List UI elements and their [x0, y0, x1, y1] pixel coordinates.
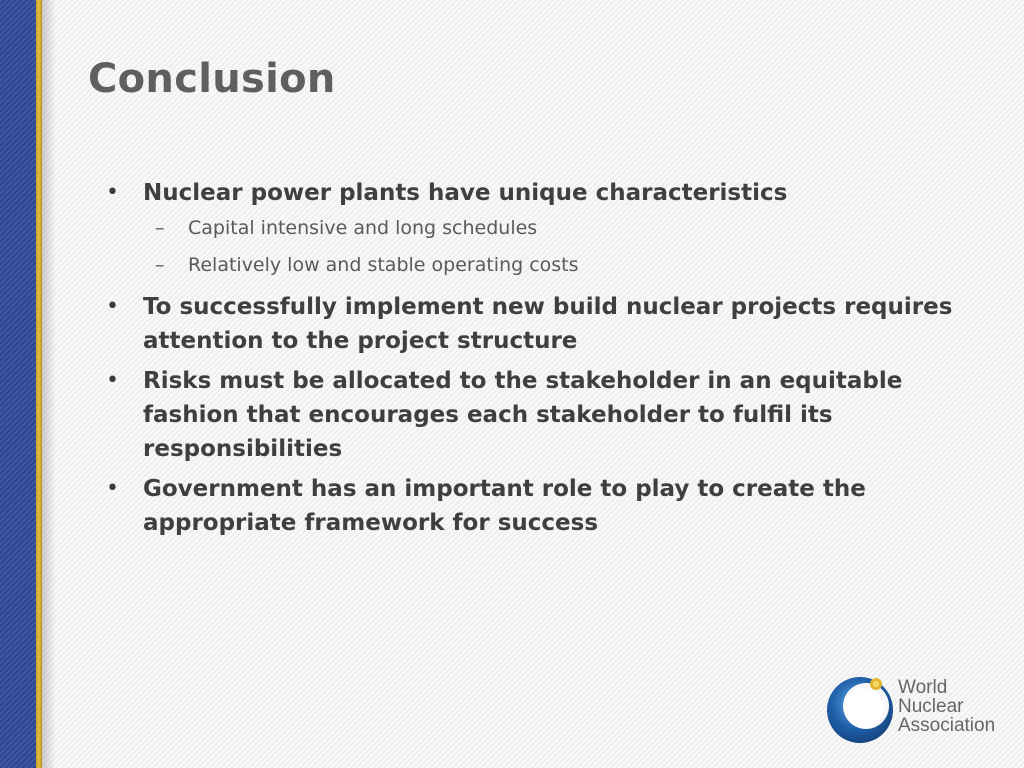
bullet-marker: •	[106, 476, 119, 501]
world-nuclear-association-logo	[824, 670, 1004, 746]
logo-line-nuclear: Nuclear	[898, 696, 964, 717]
sub-bullet-marker: –	[155, 254, 165, 276]
bullet-item	[104, 290, 994, 358]
bullet-text: Government has an important role to play to create the appropriate framework for success	[143, 476, 866, 536]
bullet-marker: •	[106, 294, 119, 319]
stripe-shadow	[42, 0, 56, 768]
sub-bullet-marker: –	[155, 217, 165, 239]
bullet-item	[104, 364, 994, 466]
sub-bullet-item	[143, 247, 994, 284]
bullet-marker: •	[106, 368, 119, 393]
bullet-item	[104, 472, 994, 540]
logo-line-world: World	[898, 677, 948, 698]
sub-bullet-text: Capital intensive and long schedules	[188, 217, 538, 239]
sub-bullet-list	[143, 210, 994, 284]
slide-title: Conclusion	[88, 56, 336, 102]
left-blue-bar	[0, 0, 36, 768]
logo-line-association: Association	[898, 715, 996, 736]
sub-bullet-text: Relatively low and stable operating costs	[188, 254, 579, 276]
bullet-text: Risks must be allocated to the stakeholder in an equitable fashion that encourages each stakeholder to fulfil its responsibilities	[143, 368, 903, 462]
logo-wordmark	[898, 678, 995, 735]
bullet-item	[104, 176, 994, 284]
wna-logo-icon	[824, 672, 896, 744]
bullet-text: Nuclear power plants have unique characteristics	[143, 180, 788, 206]
bullet-marker: •	[106, 180, 119, 205]
sub-bullet-item	[143, 210, 994, 247]
bullet-text: To successfully implement new build nuclear projects requires attention to the project structure	[143, 294, 953, 354]
bullet-list	[104, 176, 994, 546]
